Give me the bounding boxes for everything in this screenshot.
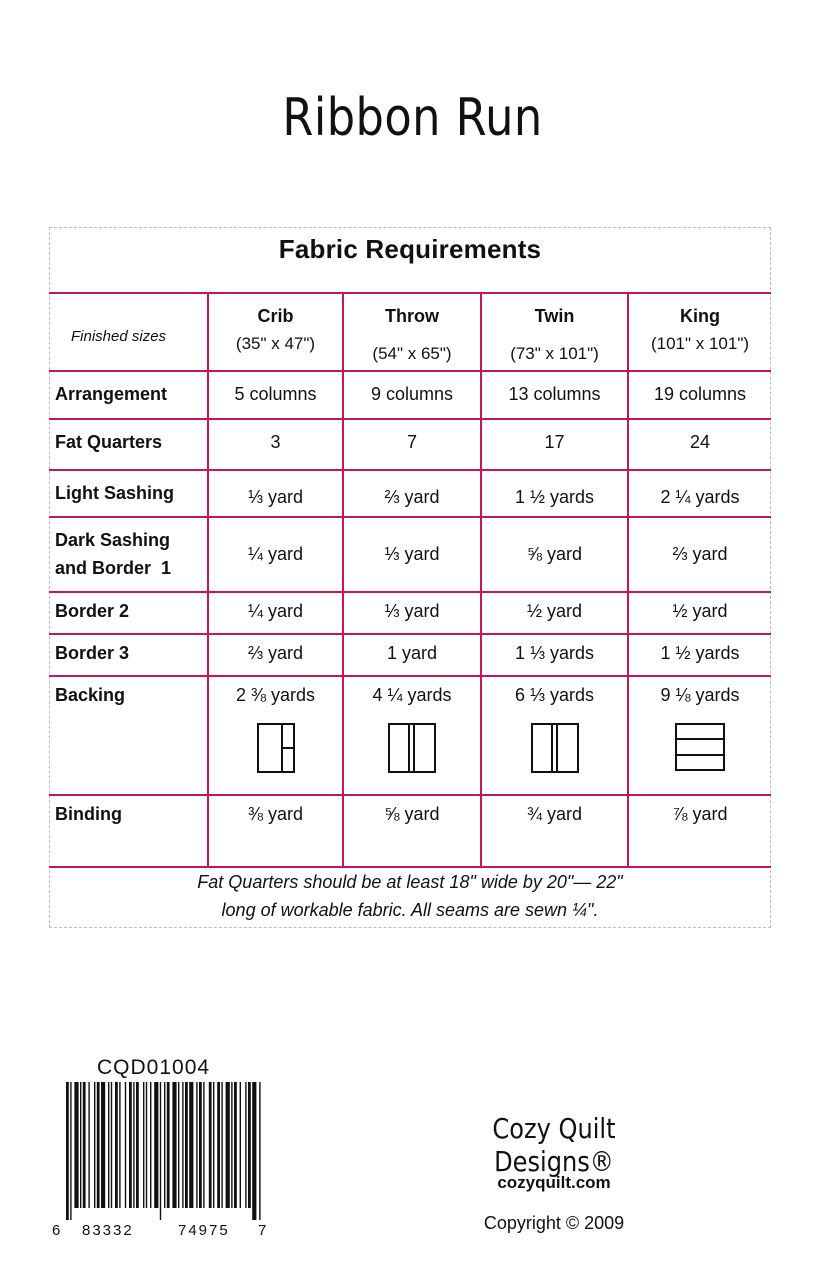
size-name: Twin (534, 306, 575, 326)
barcode-number: 83332 (82, 1222, 134, 1239)
barcode-bar (248, 1082, 251, 1208)
note-line: long of workable fabric. All seams are sewn ¼". (221, 900, 599, 920)
barcode-bar (143, 1082, 144, 1208)
barcode-bar (115, 1082, 118, 1208)
barcode-bar (189, 1082, 193, 1208)
header-row (49, 293, 771, 371)
table-cell: ⅜ yard (208, 795, 343, 867)
backing-layout-crib-icon (257, 723, 295, 773)
table-cell: ⅔ yard (208, 634, 343, 676)
copyright-text: Copyright © 2009 (483, 1213, 625, 1233)
barcode-bar (226, 1082, 230, 1208)
barcode-bar (259, 1082, 260, 1220)
barcode-number: 6 (52, 1222, 63, 1239)
barcode-number: 7 (258, 1222, 269, 1239)
table-cell: 9 columns (343, 371, 481, 419)
table-cell: ⅝ yard (343, 795, 481, 867)
table-cell-value: 2 ⅜ yards (235, 685, 316, 705)
barcode-bar (245, 1082, 246, 1208)
table-cell: 19 columns (628, 371, 771, 419)
table-row (49, 517, 771, 592)
table-cell: ¼ yard (208, 517, 343, 592)
table-cell: 24 (628, 419, 771, 470)
barcode-bar (101, 1082, 105, 1208)
barcode-bar (178, 1082, 179, 1208)
panel-heading: Fabric Requirements (278, 234, 542, 264)
barcode-bar (80, 1082, 81, 1208)
table-row (49, 592, 771, 634)
size-header-throw (343, 293, 481, 371)
barcode-bar (66, 1082, 69, 1220)
size-name: Crib (257, 306, 294, 326)
table-row (49, 470, 771, 517)
size-header-crib (208, 293, 343, 371)
size-header-twin (481, 293, 628, 371)
backing-cell-king (628, 676, 771, 795)
row-label: Border 2 (49, 592, 208, 634)
table-cell: ⅓ yard (343, 592, 481, 634)
brand-name: Cozy Quilt Designs® (492, 1112, 616, 1178)
backing-layout-twin-icon (531, 723, 579, 773)
size-name: King (680, 306, 720, 326)
barcode-bar (97, 1082, 100, 1208)
size-dims: (54" x 65") (372, 344, 452, 363)
barcode-icon (52, 1082, 266, 1220)
size-dims: (101" x 101") (650, 334, 750, 353)
barcode-bar (83, 1082, 86, 1208)
finished-sizes-cell (49, 293, 208, 371)
row-label: Binding (49, 795, 208, 867)
barcode-bar (217, 1082, 220, 1208)
backing-cell-crib (208, 676, 343, 795)
row-label-line: and Border 1 (55, 558, 172, 578)
barcode-bar (129, 1082, 132, 1208)
backing-layout-king-icon (675, 723, 725, 771)
table-cell: ¾ yard (481, 795, 628, 867)
barcode-number: 74975 (178, 1222, 230, 1239)
barcode-bar (70, 1082, 71, 1220)
table-cell: ⅝ yard (481, 517, 628, 592)
barcode-bar (221, 1082, 222, 1208)
table-cell: ½ yard (481, 592, 628, 634)
barcode-bar (203, 1082, 204, 1208)
table-cell: ¼ yard (208, 592, 343, 634)
barcode-bar (182, 1082, 183, 1208)
barcode-bar (125, 1082, 126, 1208)
website-link[interactable]: cozyquilt.com (497, 1173, 611, 1192)
row-label: Backing (49, 676, 208, 795)
table-cell: 1 ½ yards (481, 470, 628, 517)
barcode-bar (164, 1082, 165, 1208)
table-cell: 3 (208, 419, 343, 470)
finished-sizes-label: Finished sizes (71, 328, 167, 345)
size-dims: (73" x 101") (510, 344, 599, 363)
table-cell: 13 columns (481, 371, 628, 419)
barcode-bar (252, 1082, 256, 1220)
table-cell: 2 ¼ yards (628, 470, 771, 517)
table-row (49, 795, 771, 867)
row-label: Fat Quarters (49, 419, 208, 470)
product-sku: CQD01004 (97, 1056, 211, 1079)
table-cell: ⅓ yard (208, 470, 343, 517)
barcode-bar (94, 1082, 95, 1208)
barcode-bar (150, 1082, 151, 1208)
table-row (49, 676, 771, 795)
table-row (49, 419, 771, 470)
barcode-bar (146, 1082, 147, 1208)
fat-quarter-note (49, 868, 771, 924)
barcode-bar (234, 1082, 237, 1208)
barcode-bar (133, 1082, 134, 1208)
table-cell: 17 (481, 419, 628, 470)
backing-layout-throw-icon (388, 723, 436, 773)
barcode-bar (74, 1082, 78, 1208)
fabric-requirements-table (49, 292, 771, 868)
row-label: Border 3 (49, 634, 208, 676)
barcode-bar (240, 1082, 241, 1208)
row-label-line: Dark Sashing (55, 530, 171, 550)
table-cell-value: 4 ¼ yards (372, 685, 452, 705)
barcode-bar (136, 1082, 139, 1208)
table-cell: ½ yard (628, 592, 771, 634)
table-cell: ⅓ yard (343, 517, 481, 592)
note-line: Fat Quarters should be at least 18" wide by 20"— 22" (197, 872, 623, 892)
barcode-bar (231, 1082, 232, 1208)
barcode-bar (154, 1082, 158, 1208)
table-cell: 5 columns (208, 371, 343, 419)
barcode-bar (172, 1082, 176, 1208)
table-cell-value: 9 ⅛ yards (660, 685, 740, 705)
size-dims: (35" x 47") (235, 334, 316, 353)
barcode-bar (185, 1082, 188, 1208)
row-label: Light Sashing (49, 470, 208, 517)
table-cell: 7 (343, 419, 481, 470)
table-cell: ⅔ yard (628, 517, 771, 592)
table-cell: 1 yard (343, 634, 481, 676)
backing-cell-throw (343, 676, 481, 795)
backing-cell-twin (481, 676, 628, 795)
table-cell: ⅔ yard (343, 470, 481, 517)
size-name: Throw (385, 306, 439, 326)
barcode-bar (213, 1082, 214, 1208)
barcode-bar (108, 1082, 109, 1208)
table-cell: 1 ½ yards (628, 634, 771, 676)
table-cell: 1 ⅓ yards (481, 634, 628, 676)
table-row (49, 634, 771, 676)
barcode-bar (209, 1082, 212, 1208)
barcode-bar (88, 1082, 89, 1208)
table-cell-value: 6 ⅓ yards (514, 685, 595, 705)
size-header-king (628, 293, 771, 371)
barcode-bar (199, 1082, 202, 1208)
barcode-bar (167, 1082, 170, 1208)
barcode-bar (111, 1082, 112, 1208)
page-title: Ribbon Run (282, 88, 543, 148)
table-cell: ⅞ yard (628, 795, 771, 867)
row-label: Arrangement (49, 371, 208, 419)
row-label-dark-sashing (49, 517, 208, 592)
barcode-bar (196, 1082, 197, 1208)
barcode-bar (160, 1082, 161, 1220)
barcode-bar (119, 1082, 120, 1208)
table-row (49, 371, 771, 419)
